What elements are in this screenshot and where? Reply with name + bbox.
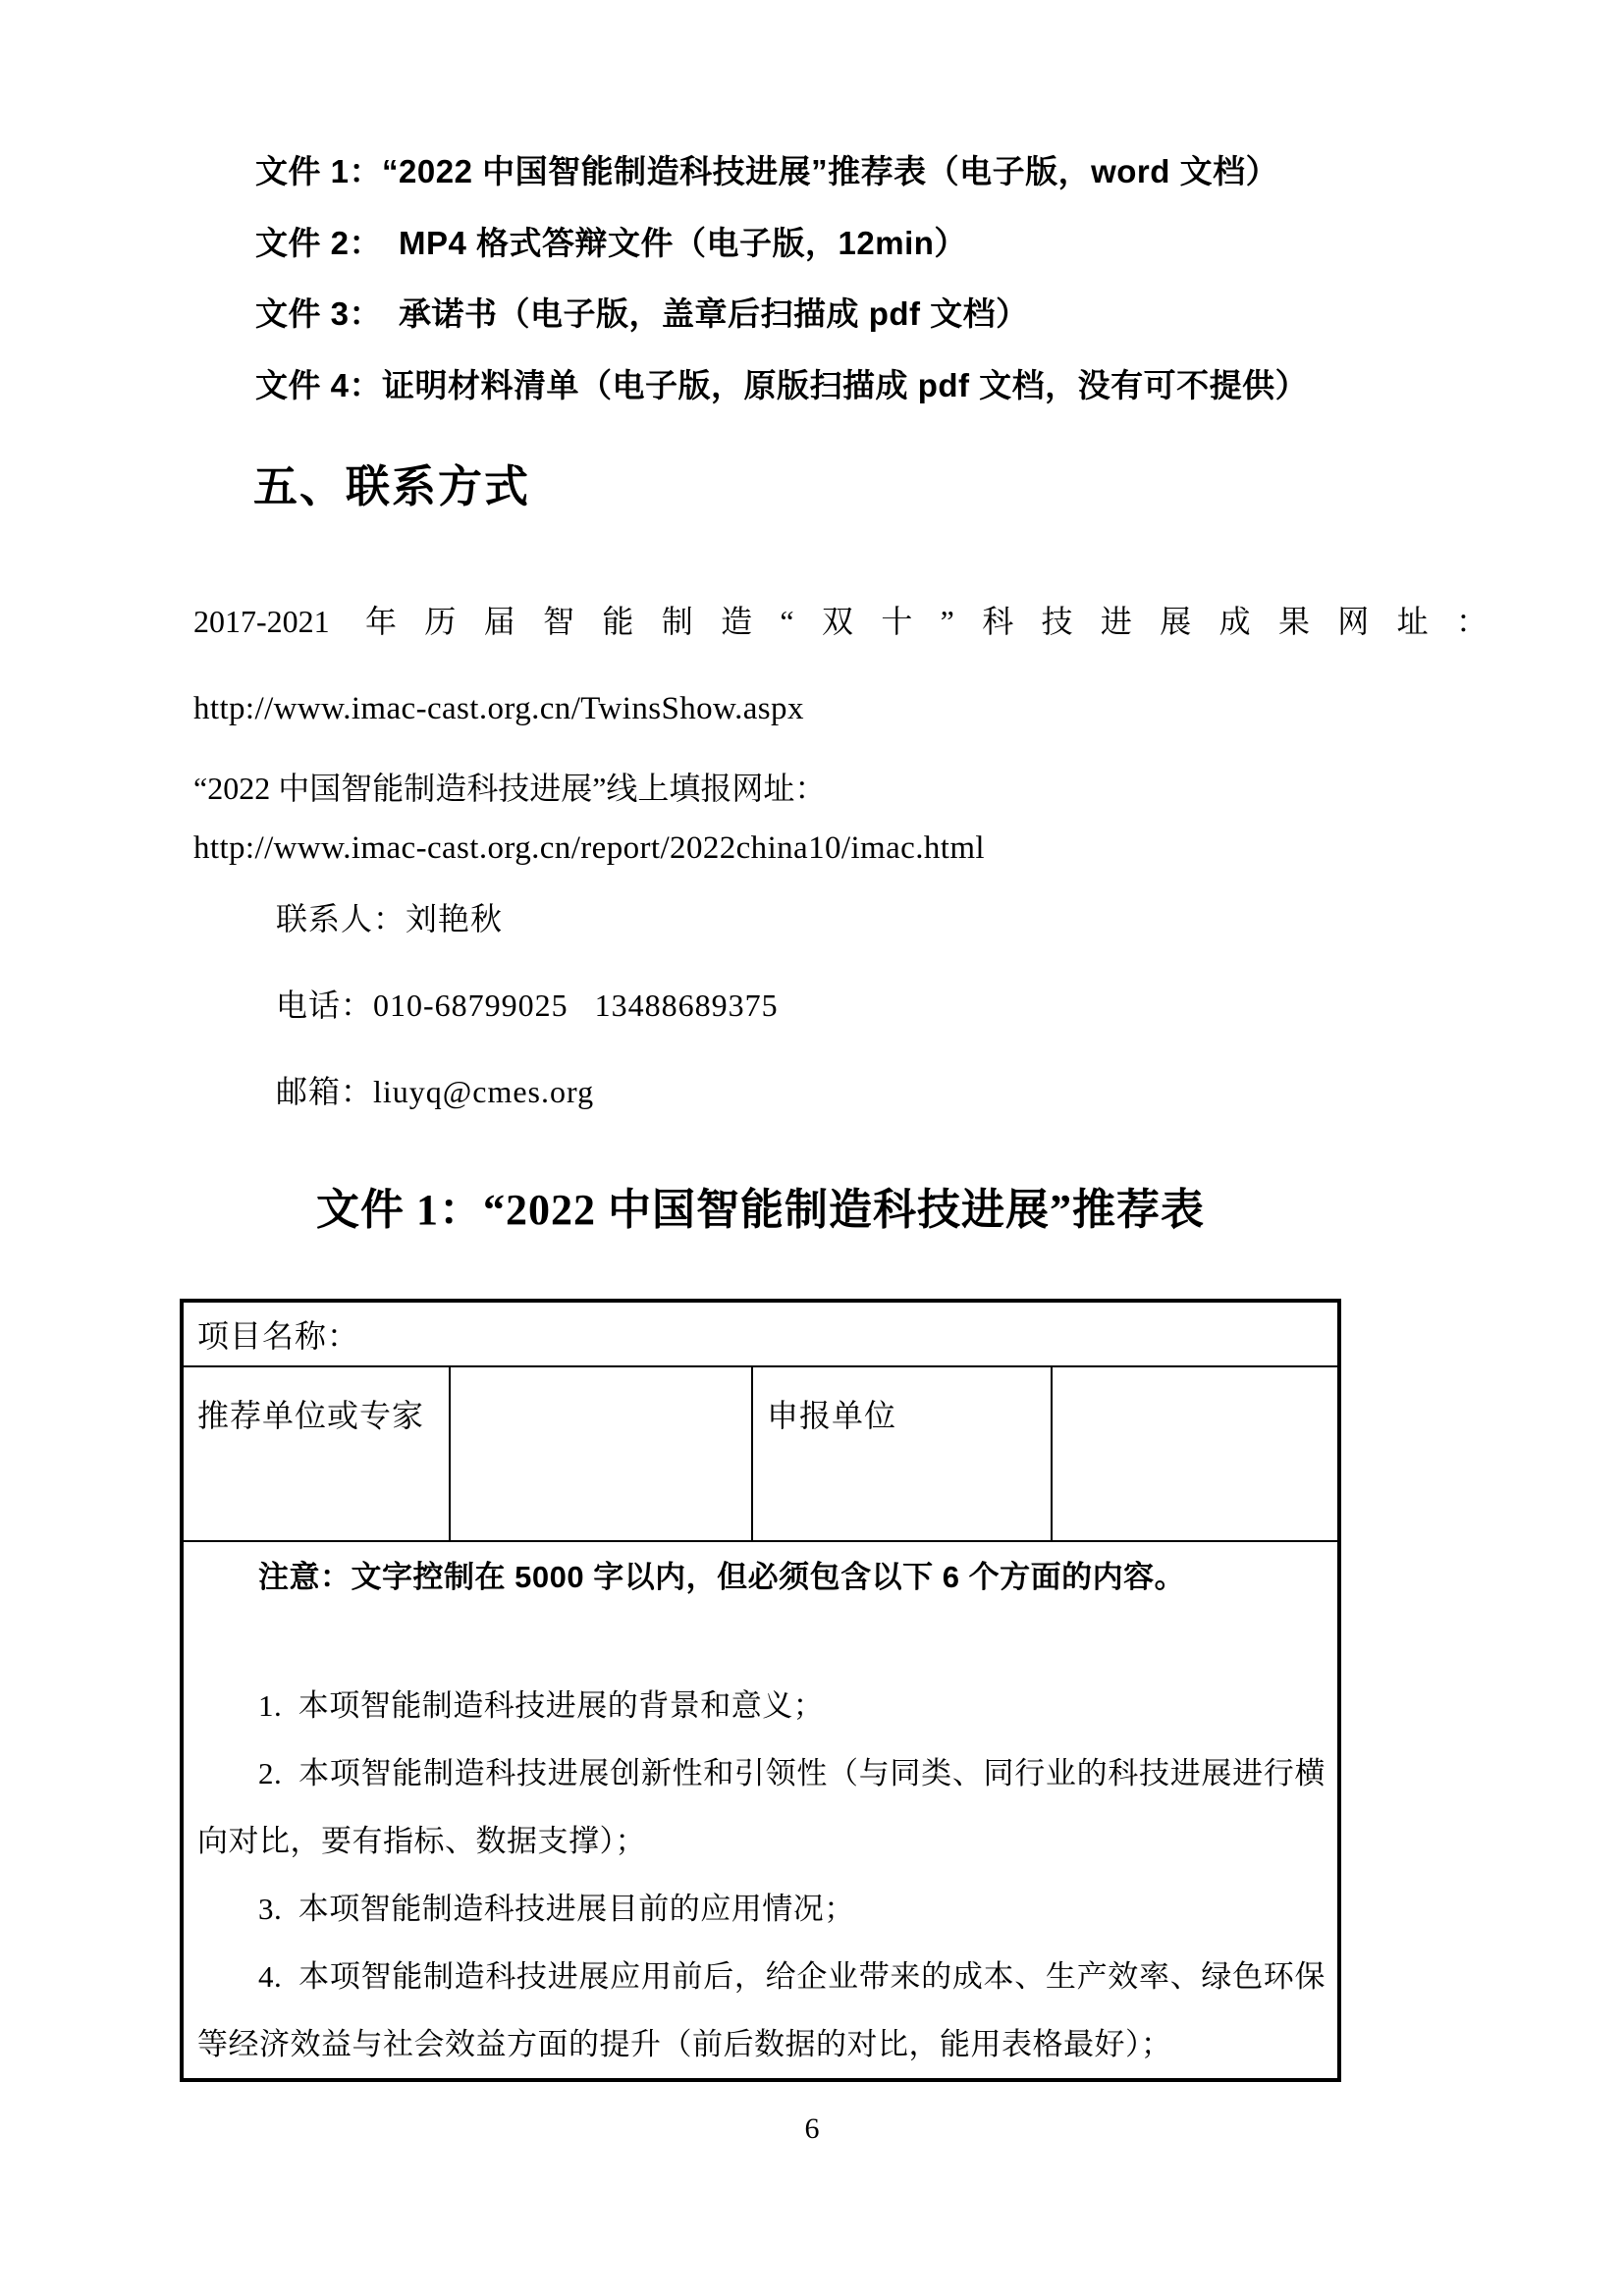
contact-phone-line: 电话：010-68799025 13488689375 xyxy=(276,988,779,1023)
notes-cell xyxy=(184,1542,1337,2078)
attachment-line-2: 文件 2： MP4 格式答辩文件（电子版，12min） xyxy=(255,225,967,261)
report-site-line: “2022 中国智能制造科技进展”线上填报网址： xyxy=(193,771,827,806)
project-name-input[interactable] xyxy=(359,1303,1337,1365)
recommendation-form-table xyxy=(180,1299,1341,2082)
archive-sites-line: 2017-2021 年历届智能制造“双十”科技进展成果网址： xyxy=(193,604,1488,639)
project-name-label: 项目名称： xyxy=(197,1318,360,1354)
attachment-line-3: 文件 3： 承诺书（电子版，盖章后扫描成 pdf 文档） xyxy=(255,295,1029,332)
applicant-label-cell xyxy=(753,1367,1053,1540)
project-name-row xyxy=(184,1303,1337,1367)
attachment-line-1: 文件 1：“2022 中国智能制造科技进展”推荐表（电子版，word 文档） xyxy=(255,153,1279,189)
notice-item-4: 4. 本项智能制造科技进展应用前后，给企业带来的成本、生产效率、绿色环保等经济效益与社会效益方面的提升（前后数据的对比，能用表格最好）； xyxy=(197,1959,1326,2061)
contact-person-line: 联系人：刘艳秋 xyxy=(276,901,504,936)
recommender-label: 推荐单位或专家 xyxy=(197,1398,425,1433)
notice-item-3: 3. 本项智能制造科技进展目前的应用情况； xyxy=(258,1892,855,1926)
archive-url: http://www.imac-cast.org.cn/TwinsShow.aspx xyxy=(193,691,804,726)
notice-item-2: 2. 本项智能制造科技进展创新性和引领性（与同类、同行业的科技进展进行横向对比，要有指标、数据支撑）； xyxy=(197,1756,1326,1858)
recommender-label-cell xyxy=(184,1367,451,1540)
units-row xyxy=(184,1367,1337,1542)
page-number: 6 xyxy=(804,2112,820,2145)
report-url: http://www.imac-cast.org.cn/report/2022china10/imac.html xyxy=(193,830,985,866)
applicant-value-cell[interactable] xyxy=(1053,1367,1337,1540)
notice-item-1: 1. 本项智能制造科技进展的背景和意义； xyxy=(258,1688,825,1723)
form-title: 文件 1：“2022 中国智能制造科技进展”推荐表 xyxy=(316,1186,1205,1234)
notice-text: 注意：文字控制在 5000 字以内，但必须包含以下 6 个方面的内容。 xyxy=(258,1560,1186,1594)
attachment-line-4: 文件 4：证明材料清单（电子版，原版扫描成 pdf 文档，没有可不提供） xyxy=(255,367,1309,403)
contact-section-heading: 五、联系方式 xyxy=(253,461,531,511)
applicant-label: 申报单位 xyxy=(767,1398,897,1433)
recommender-value-cell[interactable] xyxy=(451,1367,753,1540)
contact-email-line: 邮箱：liuyq@cmes.org xyxy=(276,1074,595,1109)
